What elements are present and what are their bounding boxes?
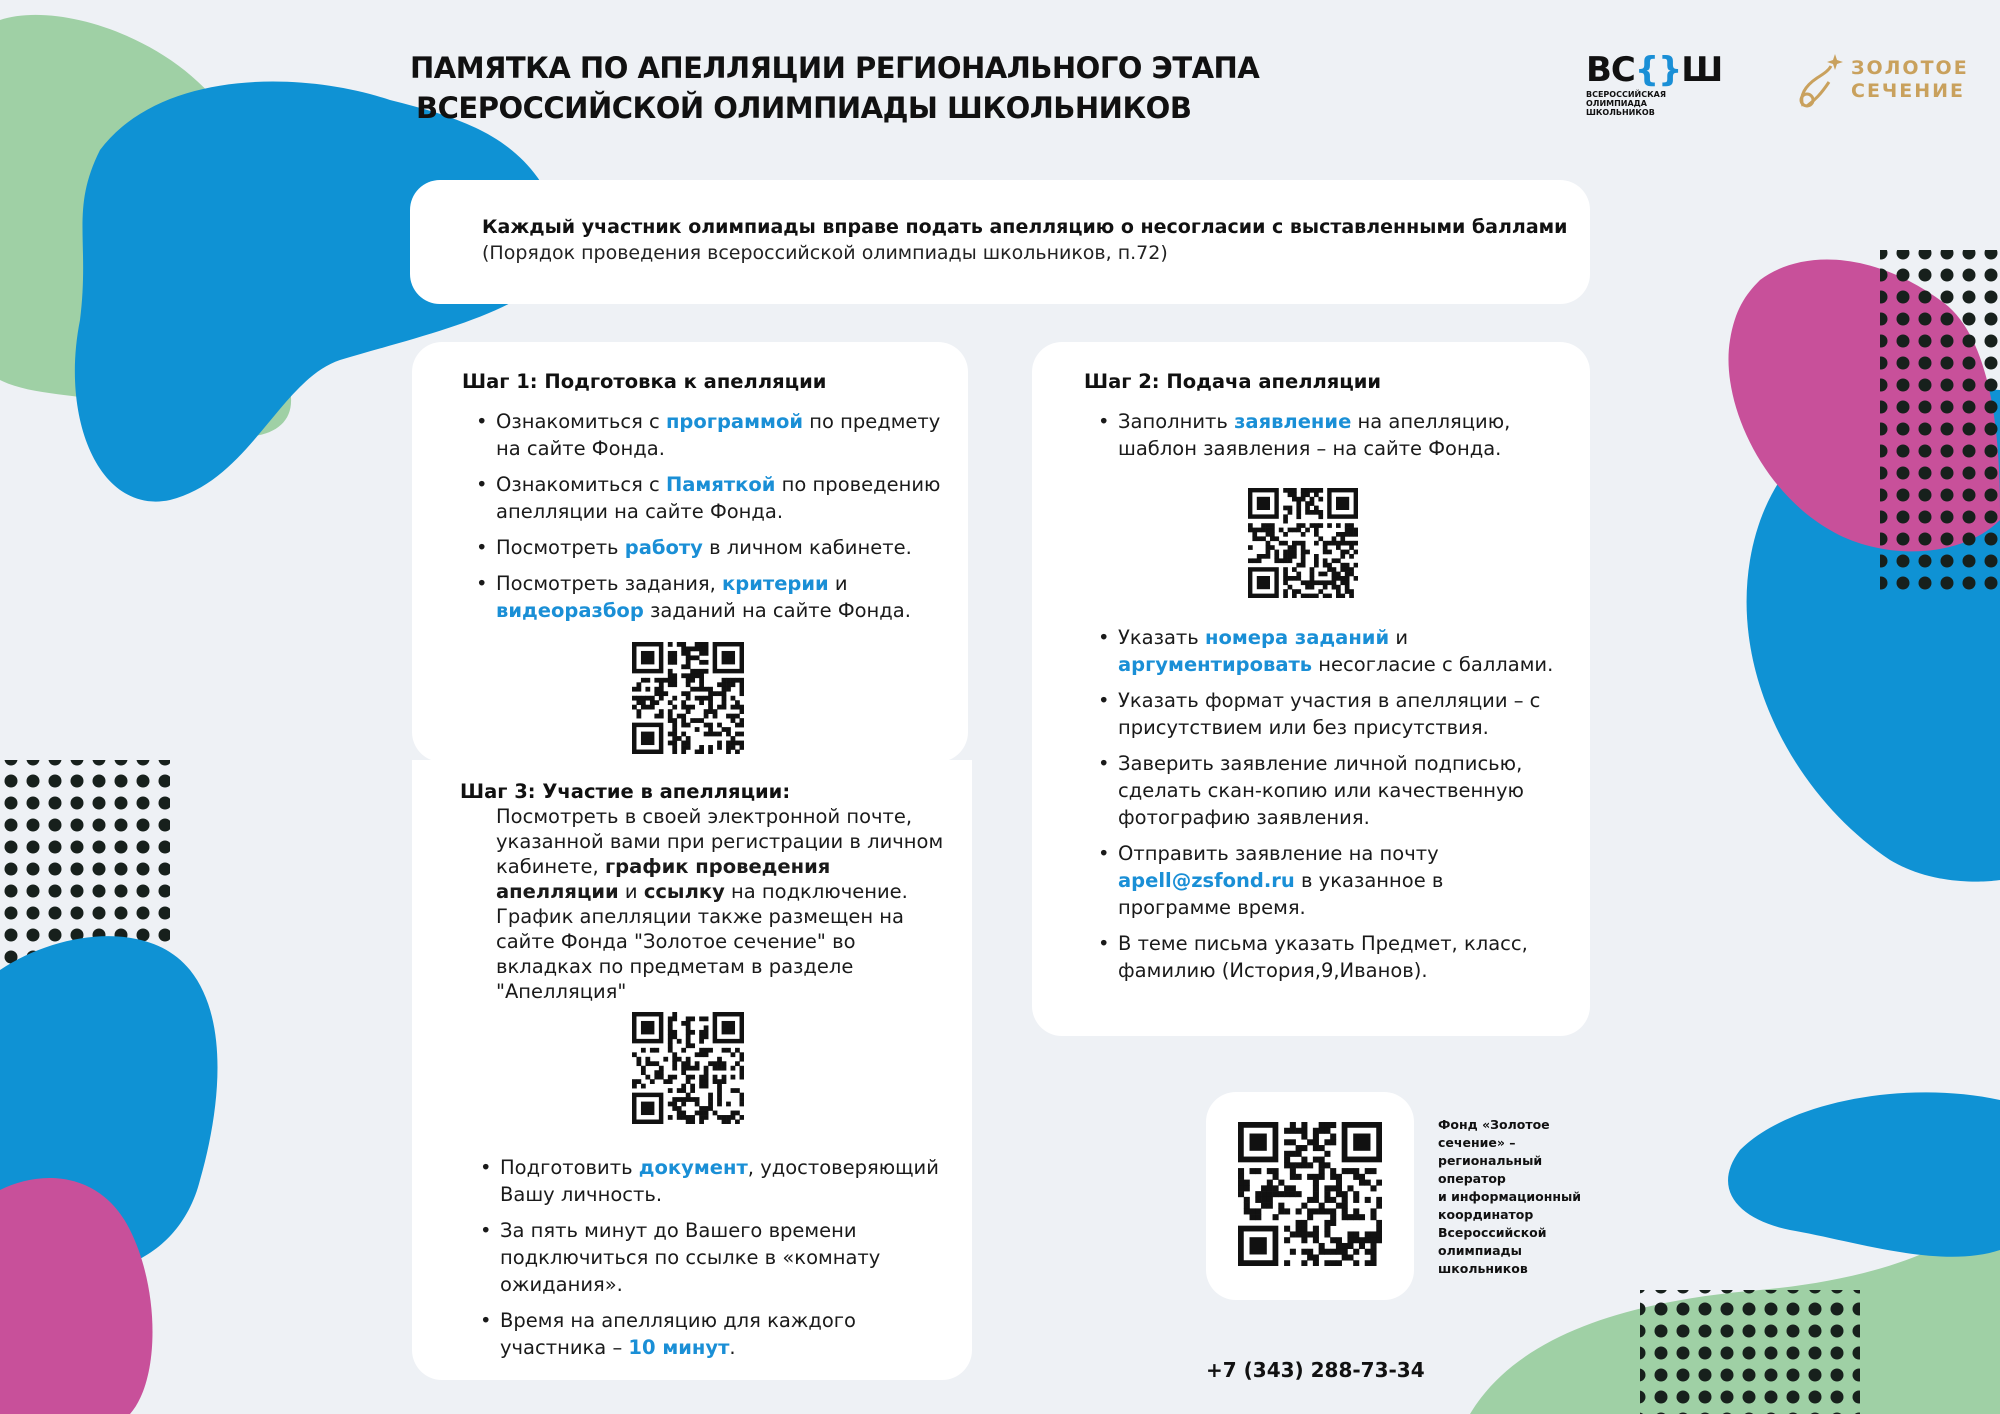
qr-code[interactable] (1238, 1122, 1382, 1270)
vsosh-logo-subtitle: ВСЕРОССИЙСКАЯ ОЛИМПИАДА ШКОЛЬНИКОВ (1586, 90, 1666, 117)
intro-bold-text: Каждый участник олимпиады вправе подать апелляцию о несогласии с выставленными баллами (482, 216, 1568, 238)
step3-card (412, 760, 972, 1380)
list-item: • Заверить заявление личной подписью, сделать скан-копию или качественную фотографию заявления. (1118, 750, 1558, 831)
zolotoe-sechenie-logo (1795, 48, 1969, 112)
step2-card (1032, 342, 1590, 1036)
vsosh-logo: ВС{}Ш ВСЕРОССИЙСКАЯ ОЛИМПИАДА ШКОЛЬНИКОВ (1586, 50, 1723, 117)
list-item: • Указать формат участия в апелляции – с присутствием или без присутствия. (1118, 687, 1558, 741)
list-item: • Посмотреть работу в личном кабинете. (496, 534, 946, 561)
list-item: • Время на апелляцию для каждого участника – 10 минут. (500, 1307, 940, 1361)
blue-blob-bottom-right (1728, 1092, 2000, 1256)
list-item: • Ознакомиться с программой по предмету на сайте Фонда. (496, 408, 946, 462)
title-line-1: ПАМЯТКА ПО АПЕЛЛЯЦИИ РЕГИОНАЛЬНОГО ЭТАПА (410, 51, 1260, 85)
step2-list-top (1118, 408, 1548, 471)
qr-code[interactable] (1248, 488, 1358, 602)
step2-heading: Шаг 2: Подача апелляции (1084, 370, 1382, 393)
step1-card (412, 342, 968, 762)
list-item: • Ознакомиться с Памяткой по проведению апелляции на сайте Фонда. (496, 471, 946, 525)
list-item: • В теме письма указать Предмет, класс, фамилию (История,9,Иванов). (1118, 930, 1558, 984)
dots-bottom-right (1640, 1290, 1860, 1414)
list-item: • За пять минут до Вашего времени подключиться по ссылке в «комнату ожидания». (500, 1217, 940, 1298)
email-link[interactable]: apell@zsfond.ru (1118, 869, 1295, 892)
foundation-description: Фонд «Золотое сечение» – региональный оператор и информационный координатор Всероссийской олимпиады школьников (1438, 1117, 1582, 1276)
phone-number[interactable]: +7 (343) 288-73-34 (1206, 1358, 1425, 1382)
intro-reference: (Порядок проведения всероссийской олимпиады школьников, п.72) (482, 242, 1168, 264)
list-item: • Подготовить документ, удостоверяющий Вашу личность. (500, 1154, 940, 1208)
step1-heading: Шаг 1: Подготовка к апелляции (462, 370, 827, 393)
title-line-2: ВСЕРОССИЙСКОЙ ОЛИМПИАДЫ ШКОЛЬНИКОВ (416, 91, 1192, 125)
pamyatka-link[interactable]: Памяткой (665, 473, 776, 496)
rabota-link[interactable]: работу (624, 536, 703, 559)
qr-code[interactable] (632, 642, 744, 758)
step3-heading: Шаг 3: Участие в апелляции: (460, 780, 791, 803)
zayavlenie-link[interactable]: заявление (1234, 410, 1352, 433)
zs-logo-text: ЗОЛОТОЕ СЕЧЕНИЕ (1851, 57, 1969, 102)
step3-paragraph: Посмотреть в своей электронной почте, указанной вами при регистрации в личном кабинете, график проведения апелляции и ссылку на подключение. График апелляции также размещен на сайте Фонда "Золотое сечение" во вкладках по предметам в разделе "Апелляция" (496, 805, 944, 1003)
page-title (410, 48, 1259, 128)
step2-list (1118, 624, 1558, 993)
programma-link[interactable]: программой (665, 410, 804, 433)
list-item: • Посмотреть задания, критерии и видеоразбор заданий на сайте Фонда. (496, 570, 946, 624)
step3-list (500, 1154, 940, 1370)
list-item: • Отправить заявление на почту apell@zsfond.ru в указанное в программе время. (1118, 840, 1558, 921)
golden-comet-icon (1795, 48, 1845, 112)
intro-card (410, 180, 1590, 304)
qr-code[interactable] (632, 1012, 744, 1128)
kriterii-link[interactable]: критерии (722, 572, 829, 595)
contact-qr-card (1206, 1092, 1414, 1300)
step1-list (496, 408, 946, 633)
dots-right (1880, 250, 2000, 590)
dokument-link[interactable]: документ (638, 1156, 748, 1179)
list-item: • Указать номера заданий и аргументировать несогласие с баллами. (1118, 624, 1558, 678)
list-item: • Заполнить заявление на апелляцию, шаблон заявления – на сайте Фонда. (1118, 408, 1548, 462)
videorazbor-link[interactable]: видеоразбор (496, 599, 644, 622)
